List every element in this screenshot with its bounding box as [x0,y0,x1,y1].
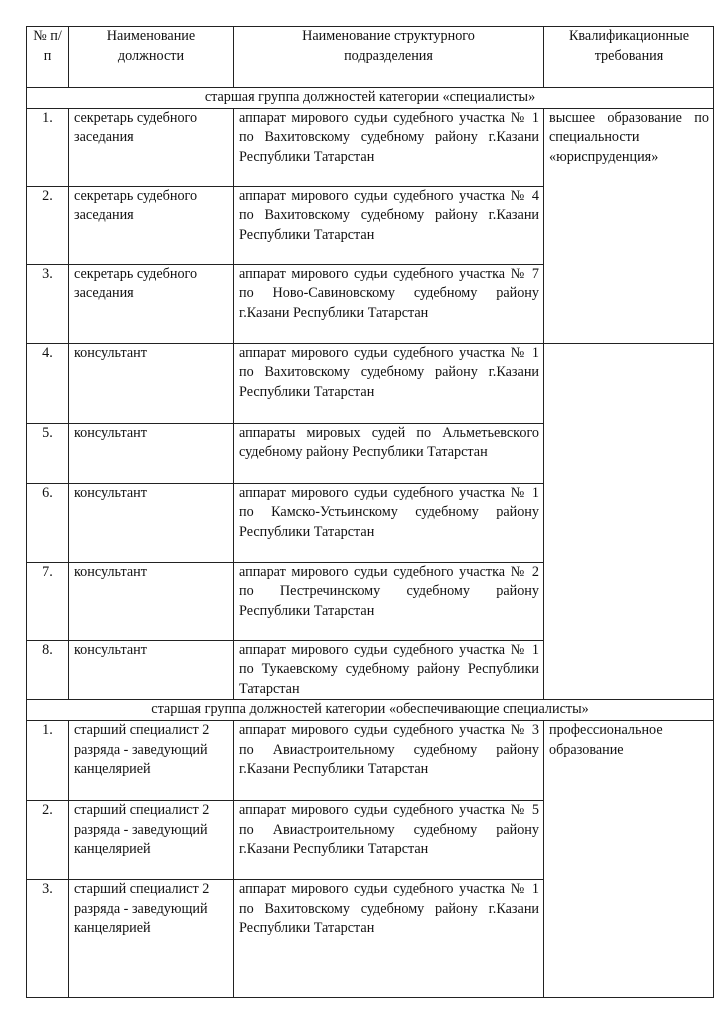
header-row [27,27,714,88]
row-position: старший специалист 2 разряда - заведующий канцелярией [69,720,234,800]
row-unit: аппараты мировых судей по Альметьевского судебному району Республики Татарстан [234,423,544,483]
row-requirements: высшее образование по специальности «юриспруденция» [544,108,714,343]
group-row-support-specialists [27,700,714,721]
row-position: консультант [69,343,234,423]
row-requirements-empty [544,343,714,700]
row-position: консультант [69,423,234,483]
row-num: 3. [27,264,69,343]
row-position: старший специалист 2 разряда - заведующий канцелярией [69,800,234,879]
row-position: консультант [69,640,234,700]
header-position: Наименование должности [69,27,234,88]
row-unit: аппарат мирового судьи судебного участка № 5 по Авиастроительному судебному району г.Казани Республики Татарстан [234,800,544,879]
header-requirements: Квалификационные требования [544,27,714,88]
row-num: 3. [27,879,69,997]
row-position: секретарь судебного заседания [69,186,234,264]
table-row [27,720,714,800]
row-unit: аппарат мирового судьи судебного участка № 7 по Ново-Савиновскому судебному району г.Казани Республики Татарстан [234,264,544,343]
row-position: секретарь судебного заседания [69,108,234,186]
row-unit: аппарат мирового судьи судебного участка № 1 по Камско-Устьинскому судебному району Республики Татарстан [234,483,544,562]
row-position: старший специалист 2 разряда - заведующий канцелярией [69,879,234,997]
row-unit: аппарат мирового судьи судебного участка № 1 по Вахитовскому судебному району г.Казани Республики Татарстан [234,343,544,423]
group-title: старшая группа должностей категории «специалисты» [27,88,714,109]
row-num: 6. [27,483,69,562]
row-unit: аппарат мирового судьи судебного участка № 1 по Вахитовскому судебному району г.Казани Республики Татарстан [234,108,544,186]
row-position: консультант [69,562,234,640]
row-position: секретарь судебного заседания [69,264,234,343]
header-num: № п/п [27,27,69,88]
row-num: 8. [27,640,69,700]
row-num: 2. [27,800,69,879]
group-title: старшая группа должностей категории «обеспечивающие специалисты» [27,700,714,721]
row-unit: аппарат мирового судьи судебного участка № 1 по Вахитовскому судебному району г.Казани Республики Татарстан [234,879,544,997]
positions-table [26,26,714,998]
row-unit: аппарат мирового судьи судебного участка № 1 по Тукаевскому судебному району Республики Татарстан [234,640,544,700]
row-num: 1. [27,720,69,800]
group-row-specialists [27,88,714,109]
row-unit: аппарат мирового судьи судебного участка № 4 по Вахитовскому судебному району г.Казани Республики Татарстан [234,186,544,264]
row-num: 1. [27,108,69,186]
table-row [27,343,714,423]
row-requirements: профессиональное образование [544,720,714,997]
table-row [27,108,714,186]
row-unit: аппарат мирового судьи судебного участка № 2 по Пестречинскому судебному району Республики Татарстан [234,562,544,640]
row-num: 7. [27,562,69,640]
row-num: 5. [27,423,69,483]
header-unit: Наименование структурного подразделения [234,27,544,88]
row-num: 2. [27,186,69,264]
row-unit: аппарат мирового судьи судебного участка № 3 по Авиастроительному судебному району г.Казани Республики Татарстан [234,720,544,800]
row-position: консультант [69,483,234,562]
row-num: 4. [27,343,69,423]
